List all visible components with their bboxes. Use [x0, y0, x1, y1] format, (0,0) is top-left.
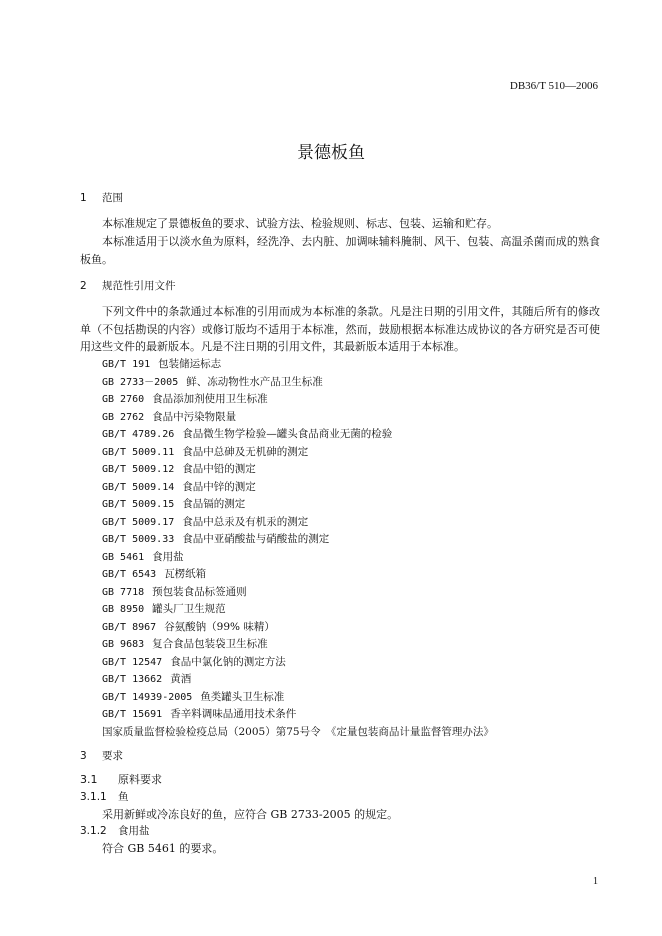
section-3-title: 要求	[102, 750, 123, 762]
standard-code: DB36/T 510—2006	[509, 80, 598, 92]
salt-requirement-text: 符合 GB 5461 的要求。	[102, 842, 224, 855]
reference-item: GB 2762 食品中污染物限量	[102, 410, 237, 423]
reference-item: GB/T 4789.26 食品微生物学检验—罐头食品商业无菌的检验	[102, 428, 393, 440]
reference-item: GB/T 14939-2005 鱼类罐头卫生标准	[102, 690, 285, 703]
subsection-3-1-2-title: 食用盐	[118, 825, 150, 837]
reference-item: GB/T 13662 黄酒	[102, 673, 192, 685]
reference-item: GB/T 12547 食品中氯化钠的测定方法	[102, 655, 286, 668]
subsection-3-1-1-heading	[80, 789, 129, 806]
section-3-number: 3	[80, 750, 87, 762]
reference-item: GB/T 5009.33 食品中亚硝酸盐与硝酸盐的测定	[102, 533, 330, 545]
reference-item: GB/T 8967 谷氨酸钠（99% 味精）	[102, 620, 275, 633]
decree-reference: 国家质量监督检验检疫总局（2005）第75号令 《定量包装商品计量监督管理办法》	[102, 725, 494, 738]
subsection-3-1-number: 3.1	[80, 773, 98, 786]
reference-item: GB/T 15691 香辛料调味品通用技术条件	[102, 708, 297, 720]
reference-item: GB 5461 食用盐	[102, 550, 184, 563]
reference-item: GB 7718 预包装食品标签通则	[102, 585, 247, 598]
reference-item: GB/T 5009.11 食品中总砷及无机砷的测定	[102, 445, 309, 458]
reference-item: GB/T 5009.17 食品中总汞及有机汞的测定	[102, 515, 309, 528]
reference-item: GB/T 5009.14 食品中锌的测定	[102, 480, 256, 493]
scope-paragraph-1: 本标准规定了景德板鱼的要求、试验方法、检验规则、标志、包装、运输和贮存。	[102, 217, 498, 230]
fish-requirement-text: 采用新鲜或冷冻良好的鱼，应符合 GB 2733-2005 的规定。	[102, 808, 399, 821]
reference-item: GB/T 5009.15 食品镉的测定	[102, 498, 246, 510]
scope-paragraph-2: 本标准适用于以淡水鱼为原料，经洗净、去内脏、加调味辅料腌制、风干、包装、高温杀菌而成的熟食板鱼。	[80, 235, 600, 266]
section-2-number: 2	[80, 280, 87, 292]
reference-item: GB/T 5009.12 食品中铅的测定	[102, 463, 256, 475]
reference-item: GB 8950 罐头厂卫生规范	[102, 603, 226, 615]
reference-item: GB/T 6543 瓦楞纸箱	[102, 568, 207, 580]
section-2-heading	[80, 278, 176, 295]
section-3-heading	[80, 748, 123, 765]
document-title: 景德板鱼	[297, 143, 365, 163]
reference-item: GB 2733－2005 鲜、冻动物性水产品卫生标准	[102, 375, 323, 388]
subsection-3-1-2-heading	[80, 823, 150, 840]
reference-item: GB/T 191 包装储运标志	[102, 358, 222, 370]
subsection-3-1-title: 原料要求	[118, 773, 162, 786]
subsection-3-1-heading	[80, 771, 162, 788]
section-1-number: 1	[80, 192, 87, 204]
reference-item: GB 9683 复合食品包装袋卫生标准	[102, 638, 268, 650]
subsection-3-1-2-number: 3.1.2	[80, 825, 107, 837]
section-1-title: 范围	[102, 192, 123, 204]
section-2-title: 规范性引用文件	[102, 280, 176, 292]
page-number: 1	[593, 876, 598, 887]
section-1-heading	[80, 190, 123, 207]
reference-item: GB 2760 食品添加剂使用卫生标准	[102, 393, 268, 405]
normative-intro-paragraph: 下列文件中的条款通过本标准的引用而成为本标准的条款。凡是注日期的引用文件，其随后所有的修改单（不包括勘误的内容）或修订版均不适用于本标准，然而，鼓励根据本标准达成协议的各方研究是否可使用这些文件的最新版本。凡是不注日期的引用文件，其最新版本适用于本标准。	[80, 305, 600, 353]
subsection-3-1-1-number: 3.1.1	[80, 791, 107, 803]
subsection-3-1-1-title: 鱼	[118, 791, 129, 803]
